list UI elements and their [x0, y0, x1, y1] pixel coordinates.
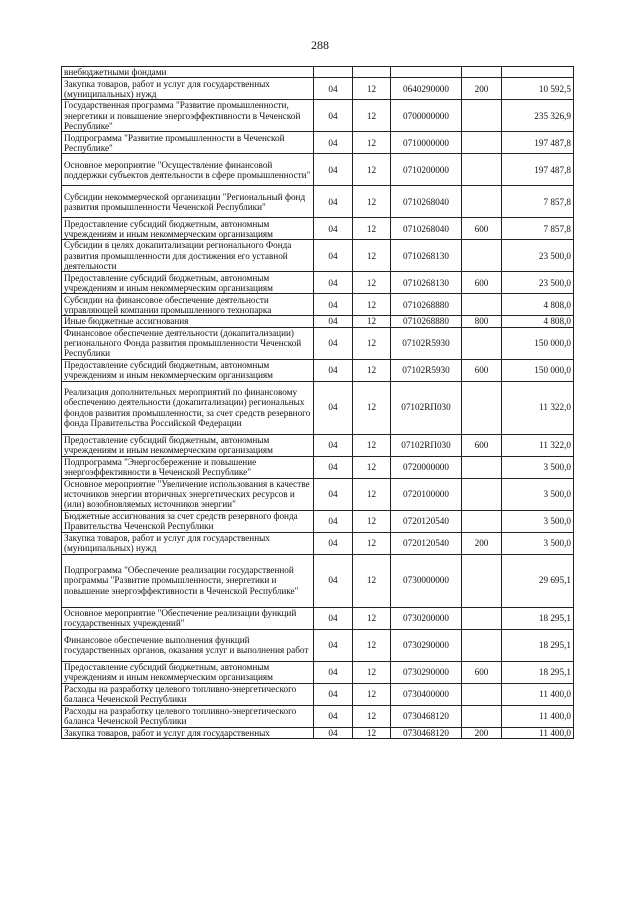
- section-code-cell: 04: [314, 510, 353, 532]
- section-code-cell: 04: [314, 132, 353, 154]
- subsection-code-cell: 12: [353, 316, 391, 327]
- table-row: [62, 186, 574, 218]
- amount-cell: 3 500,0: [502, 456, 574, 478]
- amount-cell: 3 500,0: [502, 478, 574, 510]
- expense-type-cell: [462, 705, 502, 727]
- subsection-code-cell: 12: [353, 661, 391, 683]
- target-item-cell: 0730400000: [391, 683, 462, 705]
- amount-cell: 11 400,0: [502, 705, 574, 727]
- table-row: [62, 132, 574, 154]
- section-code-cell: 04: [314, 629, 353, 661]
- amount-cell: 23 500,0: [502, 240, 574, 272]
- section-code-cell: 04: [314, 478, 353, 510]
- target-item-cell: 0720100000: [391, 478, 462, 510]
- section-code-cell: 04: [314, 359, 353, 381]
- table-row: [62, 316, 574, 327]
- amount-cell: 3 500,0: [502, 510, 574, 532]
- table-row: [62, 629, 574, 661]
- expense-type-cell: [462, 456, 502, 478]
- table-row: [62, 434, 574, 456]
- target-item-cell: 0710268880: [391, 294, 462, 316]
- row-name-cell: Субсидии некоммерческой организации "Региональный фонд развития промышленности Чеченской Республики": [62, 186, 314, 218]
- expense-type-cell: [462, 327, 502, 359]
- expense-type-cell: [462, 67, 502, 78]
- section-code-cell: 04: [314, 705, 353, 727]
- target-item-cell: 07102RП030: [391, 434, 462, 456]
- subsection-code-cell: 12: [353, 186, 391, 218]
- page-number: 288: [311, 38, 329, 52]
- subsection-code-cell: 12: [353, 510, 391, 532]
- section-code-cell: 04: [314, 327, 353, 359]
- target-item-cell: 07102R5930: [391, 327, 462, 359]
- subsection-code-cell: 12: [353, 705, 391, 727]
- subsection-code-cell: 12: [353, 359, 391, 381]
- expense-type-cell: [462, 607, 502, 629]
- target-item-cell: 0710268040: [391, 186, 462, 218]
- table-row: [62, 327, 574, 359]
- subsection-code-cell: 12: [353, 294, 391, 316]
- amount-cell: 18 295,1: [502, 661, 574, 683]
- subsection-code-cell: 12: [353, 218, 391, 240]
- row-name-cell: Предоставление субсидий бюджетным, автономным учреждениям и иным некоммерческим организациям: [62, 218, 314, 240]
- section-code-cell: 04: [314, 661, 353, 683]
- row-name-cell: Иные бюджетные ассигнования: [62, 316, 314, 327]
- target-item-cell: 0730290000: [391, 661, 462, 683]
- section-code-cell: 04: [314, 683, 353, 705]
- table-body: [62, 67, 574, 739]
- subsection-code-cell: 12: [353, 456, 391, 478]
- target-item-cell: 0720120540: [391, 510, 462, 532]
- section-code-cell: 04: [314, 607, 353, 629]
- section-code-cell: 04: [314, 381, 353, 434]
- row-name-cell: Закупка товаров, работ и услуг для государственных (муниципальных) нужд: [62, 78, 314, 100]
- table-row: [62, 240, 574, 272]
- section-code-cell: 04: [314, 294, 353, 316]
- table-row: [62, 272, 574, 294]
- target-item-cell: 0730468120: [391, 727, 462, 738]
- section-code-cell: 04: [314, 78, 353, 100]
- subsection-code-cell: 12: [353, 240, 391, 272]
- section-code-cell: 04: [314, 240, 353, 272]
- row-name-cell: Расходы на разработку целевого топливно-энергетического баланса Чеченской Республики: [62, 683, 314, 705]
- row-name-cell: Предоставление субсидий бюджетным, автономным учреждениям и иным некоммерческим организациям: [62, 272, 314, 294]
- expense-type-cell: 200: [462, 532, 502, 554]
- expense-type-cell: 800: [462, 316, 502, 327]
- row-name-cell: Предоставление субсидий бюджетным, автономным учреждениям и иным некоммерческим организациям: [62, 359, 314, 381]
- target-item-cell: 07102RП030: [391, 381, 462, 434]
- row-name-cell: Расходы на разработку целевого топливно-энергетического баланса Чеченской Республики: [62, 705, 314, 727]
- amount-cell: 18 295,1: [502, 629, 574, 661]
- subsection-code-cell: 12: [353, 532, 391, 554]
- amount-cell: 150 000,0: [502, 327, 574, 359]
- subsection-code-cell: 12: [353, 629, 391, 661]
- expense-type-cell: [462, 381, 502, 434]
- subsection-code-cell: 12: [353, 607, 391, 629]
- amount-cell: 235 326,9: [502, 100, 574, 132]
- amount-cell: 23 500,0: [502, 272, 574, 294]
- table-row: [62, 78, 574, 100]
- target-item-cell: 0730290000: [391, 629, 462, 661]
- row-name-cell: Бюджетные ассигнования за счет средств резервного фонда Правительства Чеченской Республики: [62, 510, 314, 532]
- amount-cell: 7 857,8: [502, 218, 574, 240]
- target-item-cell: 07102R5930: [391, 359, 462, 381]
- subsection-code-cell: 12: [353, 100, 391, 132]
- subsection-code-cell: 12: [353, 554, 391, 607]
- expense-type-cell: [462, 629, 502, 661]
- subsection-code-cell: 12: [353, 727, 391, 738]
- row-name-cell: Основное мероприятие "Обеспечение реализации функций государственных учреждений": [62, 607, 314, 629]
- row-name-cell: Основное мероприятие "Осуществление финансовой поддержки субъектов деятельности в сфере промышленности": [62, 154, 314, 186]
- amount-cell: 7 857,8: [502, 186, 574, 218]
- row-name-cell: Подпрограмма "Обеспечение реализации государственной программы "Развитие промышленности, энергетики и повышение энергоэффективности в Чеченской Республике": [62, 554, 314, 607]
- target-item-cell: 0730200000: [391, 607, 462, 629]
- amount-cell: 11 322,0: [502, 434, 574, 456]
- row-name-cell: внебюджетными фондами: [62, 67, 314, 78]
- amount-cell: 29 695,1: [502, 554, 574, 607]
- row-name-cell: Реализация дополнительных мероприятий по финансовому обеспечению деятельности (докапитализации) региональных фондов развития промышленности, за счет средств резервного фонда Правительства Российской Федерации: [62, 381, 314, 434]
- row-name-cell: Государственная программа "Развитие промышленности, энергетики и повышение энергоэффективности в Чеченской Республике": [62, 100, 314, 132]
- table-row: [62, 456, 574, 478]
- table-row: [62, 154, 574, 186]
- subsection-code-cell: 12: [353, 132, 391, 154]
- row-name-cell: Подпрограмма "Энергосбережение и повышение энергоэффективности в Чеченской Республике": [62, 456, 314, 478]
- table-row: [62, 359, 574, 381]
- target-item-cell: 0710268880: [391, 316, 462, 327]
- amount-cell: 197 487,8: [502, 154, 574, 186]
- target-item-cell: 0640290000: [391, 78, 462, 100]
- target-item-cell: 0730000000: [391, 554, 462, 607]
- expense-type-cell: [462, 294, 502, 316]
- expense-type-cell: 200: [462, 78, 502, 100]
- section-code-cell: 04: [314, 727, 353, 738]
- table-row: [62, 478, 574, 510]
- subsection-code-cell: 12: [353, 78, 391, 100]
- expense-type-cell: 200: [462, 727, 502, 738]
- table-row: [62, 532, 574, 554]
- expense-type-cell: 600: [462, 218, 502, 240]
- amount-cell: 11 322,0: [502, 381, 574, 434]
- row-name-cell: Субсидии на финансовое обеспечение деятельности управляющей компании промышленного технопарка: [62, 294, 314, 316]
- target-item-cell: 0710200000: [391, 154, 462, 186]
- target-item-cell: 0710000000: [391, 132, 462, 154]
- target-item-cell: 0710268040: [391, 218, 462, 240]
- target-item-cell: 0700000000: [391, 100, 462, 132]
- table-row: [62, 67, 574, 78]
- row-name-cell: Субсидии в целях докапитализации регионального Фонда развития промышленности для достижения его уставной деятельности: [62, 240, 314, 272]
- amount-cell: 18 295,1: [502, 607, 574, 629]
- table-row: [62, 607, 574, 629]
- table-row: [62, 705, 574, 727]
- table-row: [62, 381, 574, 434]
- table-row: [62, 510, 574, 532]
- amount-cell: 10 592,5: [502, 78, 574, 100]
- row-name-cell: Закупка товаров, работ и услуг для государственных (муниципальных) нужд: [62, 532, 314, 554]
- budget-table: [61, 66, 574, 739]
- expense-type-cell: 600: [462, 661, 502, 683]
- expense-type-cell: [462, 683, 502, 705]
- expense-type-cell: [462, 154, 502, 186]
- table-row: [62, 218, 574, 240]
- table-row: [62, 100, 574, 132]
- expense-type-cell: [462, 554, 502, 607]
- target-item-cell: 0710268130: [391, 272, 462, 294]
- amount-cell: 3 500,0: [502, 532, 574, 554]
- expense-type-cell: [462, 478, 502, 510]
- subsection-code-cell: [353, 67, 391, 78]
- target-item-cell: [391, 67, 462, 78]
- section-code-cell: 04: [314, 316, 353, 327]
- table-row: [62, 727, 574, 738]
- section-code-cell: [314, 67, 353, 78]
- expense-type-cell: 600: [462, 359, 502, 381]
- amount-cell: 11 400,0: [502, 727, 574, 738]
- expense-type-cell: [462, 132, 502, 154]
- section-code-cell: 04: [314, 532, 353, 554]
- section-code-cell: 04: [314, 272, 353, 294]
- subsection-code-cell: 12: [353, 683, 391, 705]
- target-item-cell: 0720000000: [391, 456, 462, 478]
- amount-cell: 11 400,0: [502, 683, 574, 705]
- table-row: [62, 683, 574, 705]
- row-name-cell: Предоставление субсидий бюджетным, автономным учреждениям и иным некоммерческим организациям: [62, 661, 314, 683]
- expense-type-cell: 600: [462, 434, 502, 456]
- row-name-cell: Закупка товаров, работ и услуг для государственных: [62, 727, 314, 738]
- subsection-code-cell: 12: [353, 434, 391, 456]
- expense-type-cell: 600: [462, 272, 502, 294]
- subsection-code-cell: 12: [353, 154, 391, 186]
- subsection-code-cell: 12: [353, 478, 391, 510]
- amount-cell: [502, 67, 574, 78]
- subsection-code-cell: 12: [353, 381, 391, 434]
- subsection-code-cell: 12: [353, 272, 391, 294]
- target-item-cell: 0730468120: [391, 705, 462, 727]
- row-name-cell: Финансовое обеспечение выполнения функций государственных органов, оказания услуг и выполнения работ: [62, 629, 314, 661]
- expense-type-cell: [462, 510, 502, 532]
- amount-cell: 4 808,0: [502, 316, 574, 327]
- section-code-cell: 04: [314, 554, 353, 607]
- row-name-cell: Подпрограмма "Развитие промышленности в Чеченской Республике": [62, 132, 314, 154]
- expense-type-cell: [462, 186, 502, 218]
- target-item-cell: 0720120540: [391, 532, 462, 554]
- subsection-code-cell: 12: [353, 327, 391, 359]
- amount-cell: 4 808,0: [502, 294, 574, 316]
- target-item-cell: 0710268130: [391, 240, 462, 272]
- section-code-cell: 04: [314, 100, 353, 132]
- row-name-cell: Основное мероприятие "Увеличение использования в качестве источников энергии вторичных энергетических ресурсов и (или) возобновляемых источников энергии": [62, 478, 314, 510]
- section-code-cell: 04: [314, 456, 353, 478]
- amount-cell: 197 487,8: [502, 132, 574, 154]
- section-code-cell: 04: [314, 434, 353, 456]
- table-row: [62, 661, 574, 683]
- table-row: [62, 294, 574, 316]
- expense-type-cell: [462, 100, 502, 132]
- row-name-cell: Предоставление субсидий бюджетным, автономным учреждениям и иным некоммерческим организациям: [62, 434, 314, 456]
- table-row: [62, 554, 574, 607]
- row-name-cell: Финансовое обеспечение деятельности (докапитализации) регионального Фонда развития промышленности Чеченской Республики: [62, 327, 314, 359]
- section-code-cell: 04: [314, 218, 353, 240]
- expense-type-cell: [462, 240, 502, 272]
- amount-cell: 150 000,0: [502, 359, 574, 381]
- section-code-cell: 04: [314, 154, 353, 186]
- section-code-cell: 04: [314, 186, 353, 218]
